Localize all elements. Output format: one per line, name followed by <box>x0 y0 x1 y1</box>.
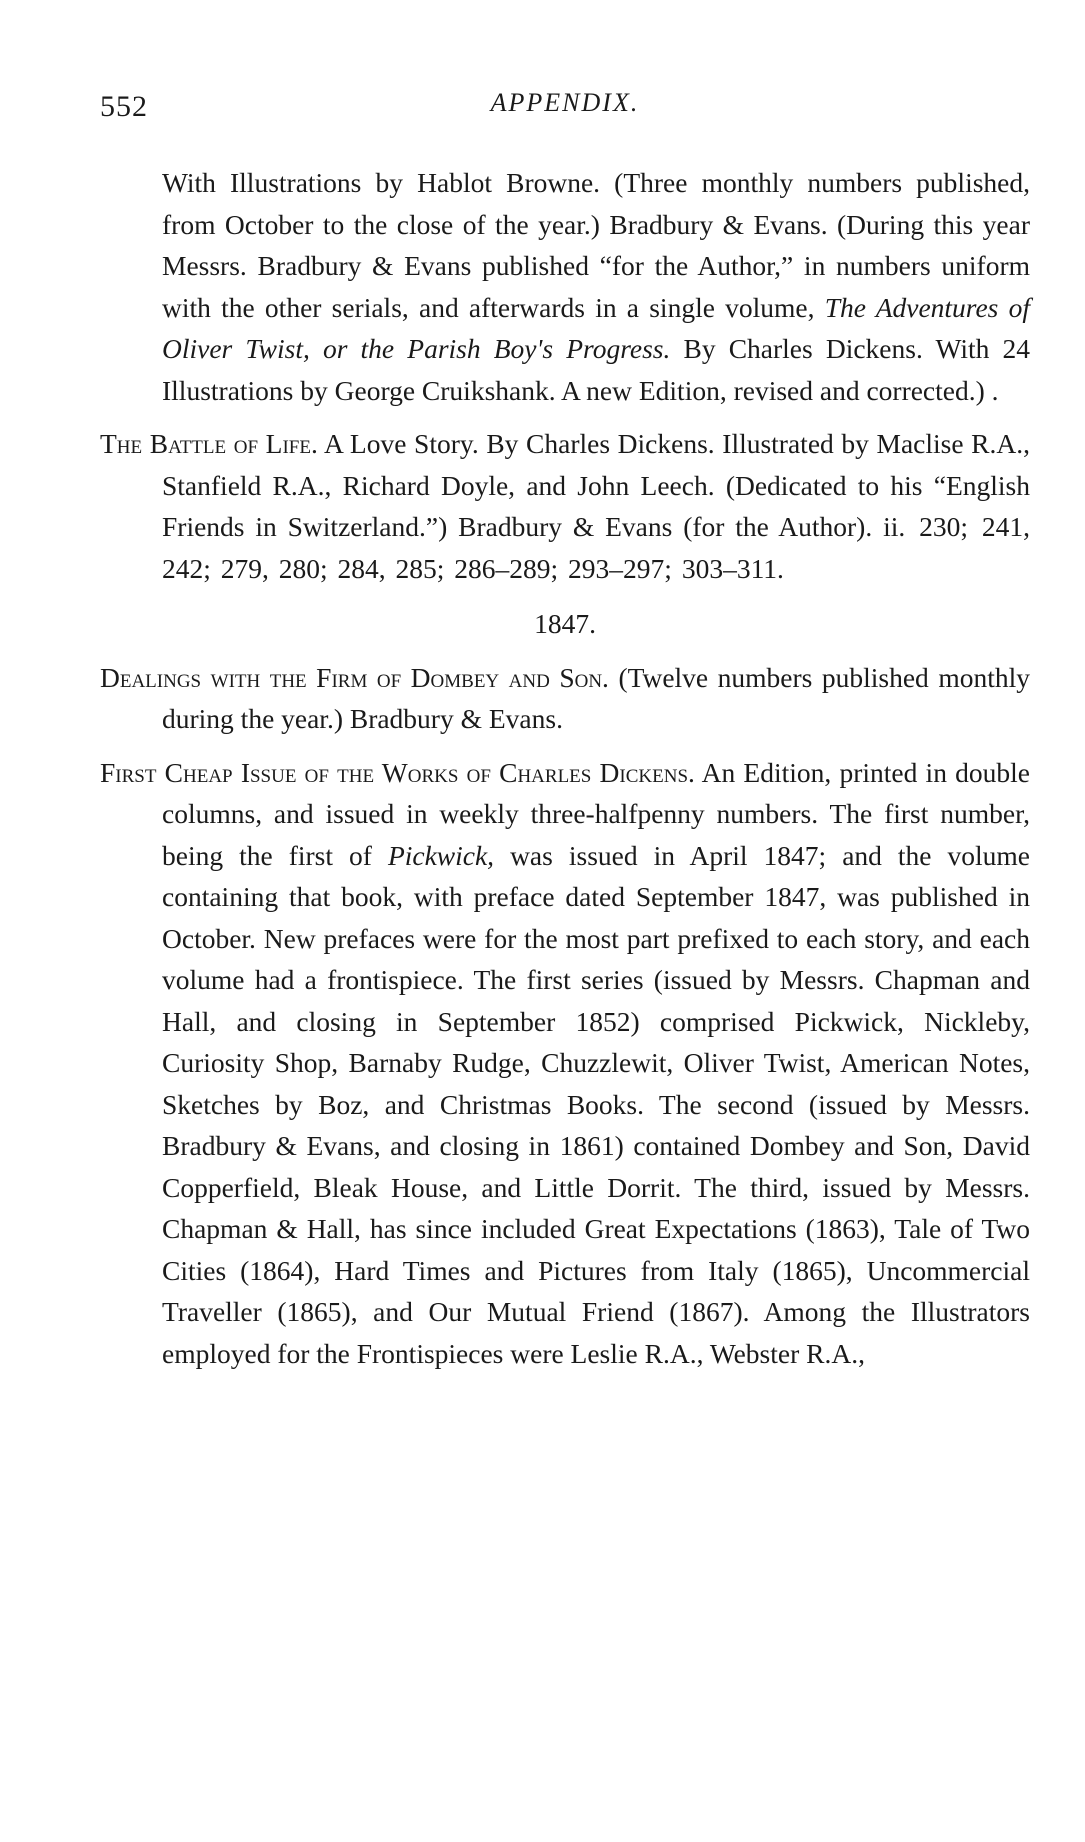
page-number: 552 <box>100 90 148 123</box>
entry-continued-text-end: By Charles Dickens. With 24 Illustrations by George Cruikshank. A new Edition, revised and corrected.) . <box>162 333 1030 406</box>
page-header <box>100 88 1030 138</box>
pickwick-title: Pickwick, <box>387 839 495 871</box>
oliver-twist-title: The Adventures of Oliver Twist, or the Parish Boy's Progress. <box>162 291 1030 364</box>
entry-continued-text-start: With Illustrations by Hablot Browne. (Three monthly numbers published, from October to the close of the year.) Bradbury & Evans. (During this year Messrs. Bradbury & Evans published “for the Author,” in numbers uniform with the other serials, and afterwards in a single volume, <box>162 167 1030 323</box>
appendix-body <box>100 162 1030 1386</box>
dombey-text: (Twelve numbers published monthly during the year.) Bradbury & Evans. <box>162 661 1030 734</box>
battle-of-life-entry <box>100 423 1030 589</box>
dombey-entry <box>100 657 1030 740</box>
year-heading: 1847. <box>534 608 596 639</box>
cheap-issue-text-start: An Edition, printed in double columns, and issued in weekly three-halfpenny numbers. The first number, being the first of <box>162 756 1030 871</box>
battle-of-life-text: A Love Story. By Charles Dickens. Illustrated by Maclise R.A., Stanfield R.A., Richard Doyle, and John Leech. (Dedicated to his “English Friends in Switzerland.”) Bradbury & Evans (for the Author). <box>162 428 1031 542</box>
cheap-issue-entry <box>100 752 1030 1375</box>
battle-of-life-title: The Battle of Life. <box>100 428 318 459</box>
dombey-title: Dealings with the Firm of Dombey and Son. <box>100 661 609 693</box>
running-head: APPENDIX. <box>490 88 640 117</box>
cheap-issue-text-end: was issued in April 1847; and the volume containing that book, with preface dated September 1847, was published in October. New prefaces were for the most part prefixed to each story, and each volume had a frontispiece. The first series (issued by Messrs. Chapman and Hall, and closing in September 1852) comprised Pickwick, Nickleby, Curiosity Shop, Barnaby Rudge, Chuzzlewit, Oliver Twist, American Notes, Sketches by Boz, and Christmas Books. The second (issued by Messrs. Bradbury & Evans, and closing in 1861) contained Dombey and Son, David Copperfield, Bleak House, and Little Dorrit. The third, issued by Messrs. Chapman & Hall, has since included Great Expectations (1863), Tale of Two Cities (1864), Hard Times and Pictures from Italy (1865), Uncommercial Traveller (1865), and Our Mutual Friend (1867). Among the Illustrators employed for the Frontispieces were Leslie R.A., Webster R.A., <box>162 839 1030 1369</box>
battle-of-life-page-refs: ii. 230; 241, 242; 279, 280; 284, 285; 286–289; 293–297; 303–311. <box>162 511 1031 584</box>
entry-continued-paragraph <box>100 162 1030 411</box>
cheap-issue-title: First Cheap Issue of the Works of Charles Dickens. <box>100 756 695 788</box>
